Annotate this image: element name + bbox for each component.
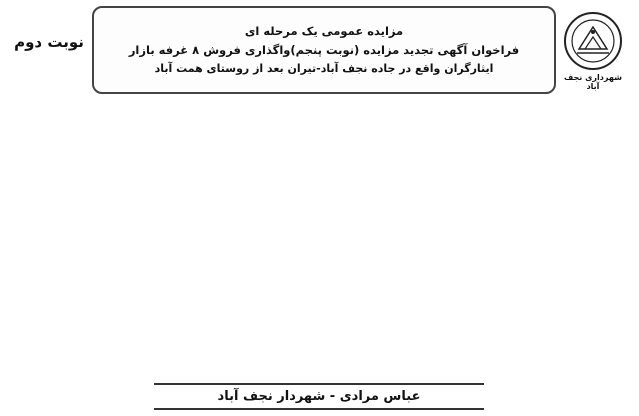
notice-body: [12, 103, 627, 373]
notice-header: [4, 3, 635, 99]
mayor-signature: عباس مرادی - شهردار نجف آباد: [154, 383, 484, 410]
auction-notice: [4, 3, 635, 412]
municipality-seal-icon: [563, 11, 623, 71]
headline-box: [92, 6, 556, 94]
municipality-logo: [557, 11, 629, 91]
round-label: نوبت دوم: [14, 33, 84, 51]
logo-label: شهرداری نجف آباد: [564, 73, 622, 91]
notice-footer: [4, 373, 635, 412]
headline-subject: فراخوان آگهی تجدید مزایده (نوبت پنجم)واگذاری فروش ۸ غرفه بازار: [128, 42, 520, 57]
headline-location: ایثارگران واقع در جاده نجف آباد-تیران بعد از روستای همت آباد: [154, 61, 494, 75]
headline-auction-type: مزایده عمومی یک مرحله ای: [244, 23, 404, 38]
